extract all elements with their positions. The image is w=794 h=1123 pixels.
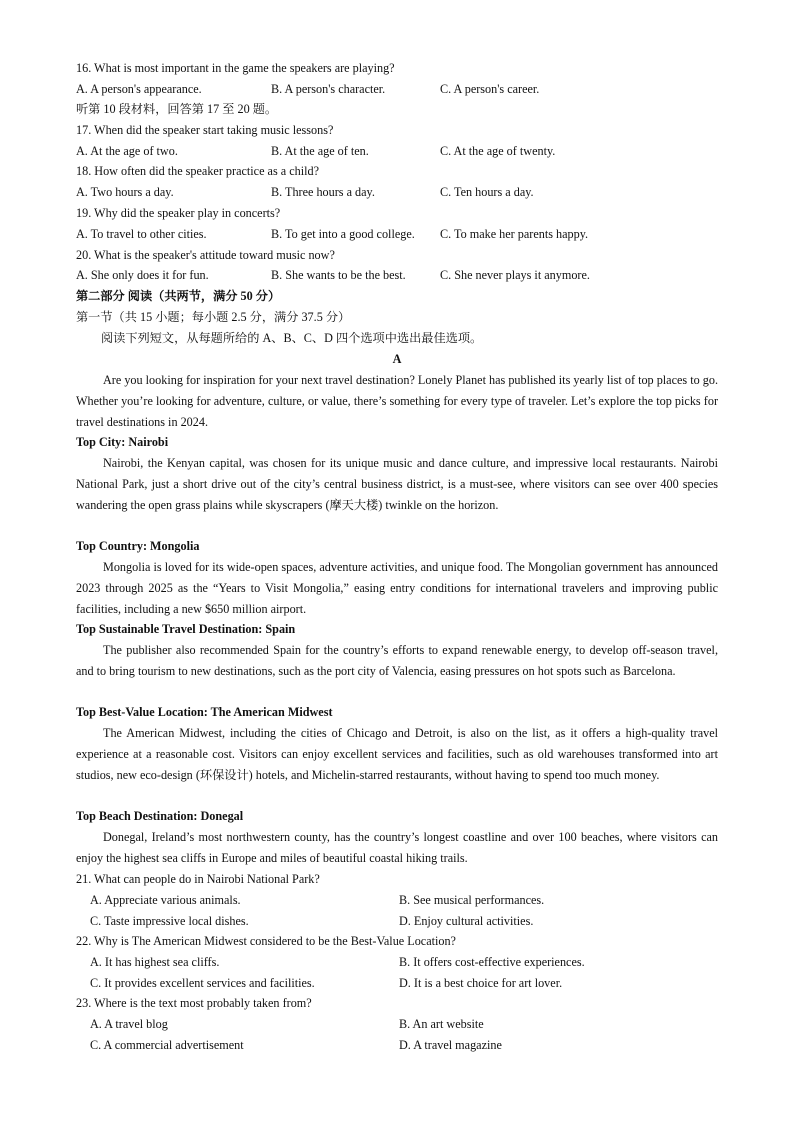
- q20-option-a: A. She only does it for fun.: [76, 268, 209, 282]
- question-22-stem: 22. Why is The American Midwest considered to be the Best-Value Location?: [76, 934, 456, 948]
- q23-option-c: C. A commercial advertisement: [90, 1038, 244, 1052]
- q19-option-b: B. To get into a good college.: [271, 227, 415, 241]
- question-23-stem: 23. Where is the text most probably taken from?: [76, 996, 312, 1010]
- question-17-stem: 17. When did the speaker start taking music lessons?: [76, 123, 334, 137]
- q22-option-c: C. It provides excellent services and facilities.: [90, 976, 315, 990]
- paragraph-midwest: [76, 723, 718, 806]
- q21-option-b: B. See musical performances.: [399, 893, 545, 907]
- q23-option-b: B. An art website: [399, 1017, 484, 1031]
- passage-label: A: [392, 352, 402, 366]
- paragraph-spain: [76, 640, 718, 702]
- q16-option-b: B. A person's character.: [271, 82, 386, 96]
- heading-top-city: Top City: Nairobi: [76, 435, 169, 449]
- paragraph-mongolia: [76, 557, 718, 619]
- paragraph-spain-text: The publisher also recommended Spain for the country’s efforts to expand renewable energy, to develop off-season travel, and to bring tourism to new destinations, such as the port city of Valencia, easing pressures on hot spots such as Barcelona.: [76, 643, 718, 678]
- q19-option-a: A. To travel to other cities.: [76, 227, 207, 241]
- passage-intro-text: Are you looking for inspiration for your next travel destination? Lonely Planet has published its yearly list of top places to go. Whether you’re looking for adventure, culture, or value, there’s something for every type of traveler. Let’s explore the top picks for travel destinations in 2024.: [76, 373, 718, 429]
- q16-option-a: A. A person's appearance.: [76, 82, 202, 96]
- q21-option-c: C. Taste impressive local dishes.: [90, 914, 249, 928]
- paragraph-donegal: [76, 827, 718, 869]
- q22-option-b: B. It offers cost-effective experiences.: [399, 955, 585, 969]
- heading-top-country: Top Country: Mongolia: [76, 539, 200, 553]
- q17-option-b: B. At the age of ten.: [271, 144, 369, 158]
- heading-sustainable: Top Sustainable Travel Destination: Spain: [76, 622, 296, 636]
- paragraph-midwest-text: The American Midwest, including the cities of Chicago and Detroit, is also on the list, as it offers a high-quality travel experience at a reasonable cost. Visitors can enjoy excellent services and facilities, such as old warehouses transformed into art studios, new eco-design (环保设计) hotels, and Michelin-starred restaurants, without having to spend too much money.: [76, 726, 718, 782]
- heading-best-value: Top Best-Value Location: The American Midwest: [76, 705, 333, 719]
- q21-option-d: D. Enjoy cultural activities.: [399, 914, 534, 928]
- q19-option-c: C. To make her parents happy.: [440, 227, 589, 241]
- paragraph-nairobi-text: Nairobi, the Kenyan capital, was chosen for its unique music and dance culture, and impressive local restaurants. Nairobi National Park, just a short drive out of the city’s central business district, is a must-see, where visitors can see over 400 species wandering the open grass plains while skyscrapers (摩天大楼) twinkle on the horizon.: [76, 456, 718, 512]
- paragraph-donegal-text: Donegal, Ireland’s most northwestern county, has the country’s longest coastline and over 100 beaches, where visitors can enjoy the highest sea cliffs in Europe and miles of beautiful coastal hiking trails.: [76, 830, 718, 865]
- q23-option-d: D. A travel magazine: [399, 1038, 502, 1052]
- reading-instruction: 阅读下列短文，从每题所给的 A、B、C、D 四个选项中选出最佳选项。: [101, 331, 483, 345]
- heading-beach: Top Beach Destination: Donegal: [76, 809, 244, 823]
- question-16-stem: 16. What is most important in the game the speakers are playing?: [76, 61, 395, 75]
- listening-instruction-10: 听第 10 段材料，回答第 17 至 20 题。: [76, 102, 278, 116]
- q18-option-c: C. Ten hours a day.: [440, 185, 534, 199]
- q23-option-a: A. A travel blog: [90, 1017, 168, 1031]
- q21-option-a: A. Appreciate various animals.: [90, 893, 241, 907]
- section1-heading: 第一节（共 15 小题；每小题 2.5 分，满分 37.5 分）: [76, 310, 351, 324]
- paragraph-mongolia-text: Mongolia is loved for its wide-open spaces, adventure activities, and unique food. The Mongolian government has announced 2023 through 2025 as the “Years to Visit Mongolia,” easing entry conditions for international travelers and improving public facilities, including a new $650 million airport.: [76, 560, 718, 616]
- paragraph-nairobi: [76, 453, 718, 536]
- q18-option-b: B. Three hours a day.: [271, 185, 375, 199]
- question-18-stem: 18. How often did the speaker practice as a child?: [76, 164, 319, 178]
- q22-option-a: A. It has highest sea cliffs.: [90, 955, 220, 969]
- passage-intro: [76, 370, 718, 432]
- question-21-stem: 21. What can people do in Nairobi National Park?: [76, 872, 320, 886]
- q22-option-d: D. It is a best choice for art lover.: [399, 976, 563, 990]
- q17-option-c: C. At the age of twenty.: [440, 144, 556, 158]
- question-20-stem: 20. What is the speaker's attitude toward music now?: [76, 248, 335, 262]
- part2-heading: 第二部分 阅读（共两节，满分 50 分）: [76, 289, 281, 303]
- q17-option-a: A. At the age of two.: [76, 144, 178, 158]
- q20-option-b: B. She wants to be the best.: [271, 268, 406, 282]
- question-19-stem: 19. Why did the speaker play in concerts?: [76, 206, 281, 220]
- q16-option-c: C. A person's career.: [440, 82, 540, 96]
- q18-option-a: A. Two hours a day.: [76, 185, 174, 199]
- q20-option-c: C. She never plays it anymore.: [440, 268, 590, 282]
